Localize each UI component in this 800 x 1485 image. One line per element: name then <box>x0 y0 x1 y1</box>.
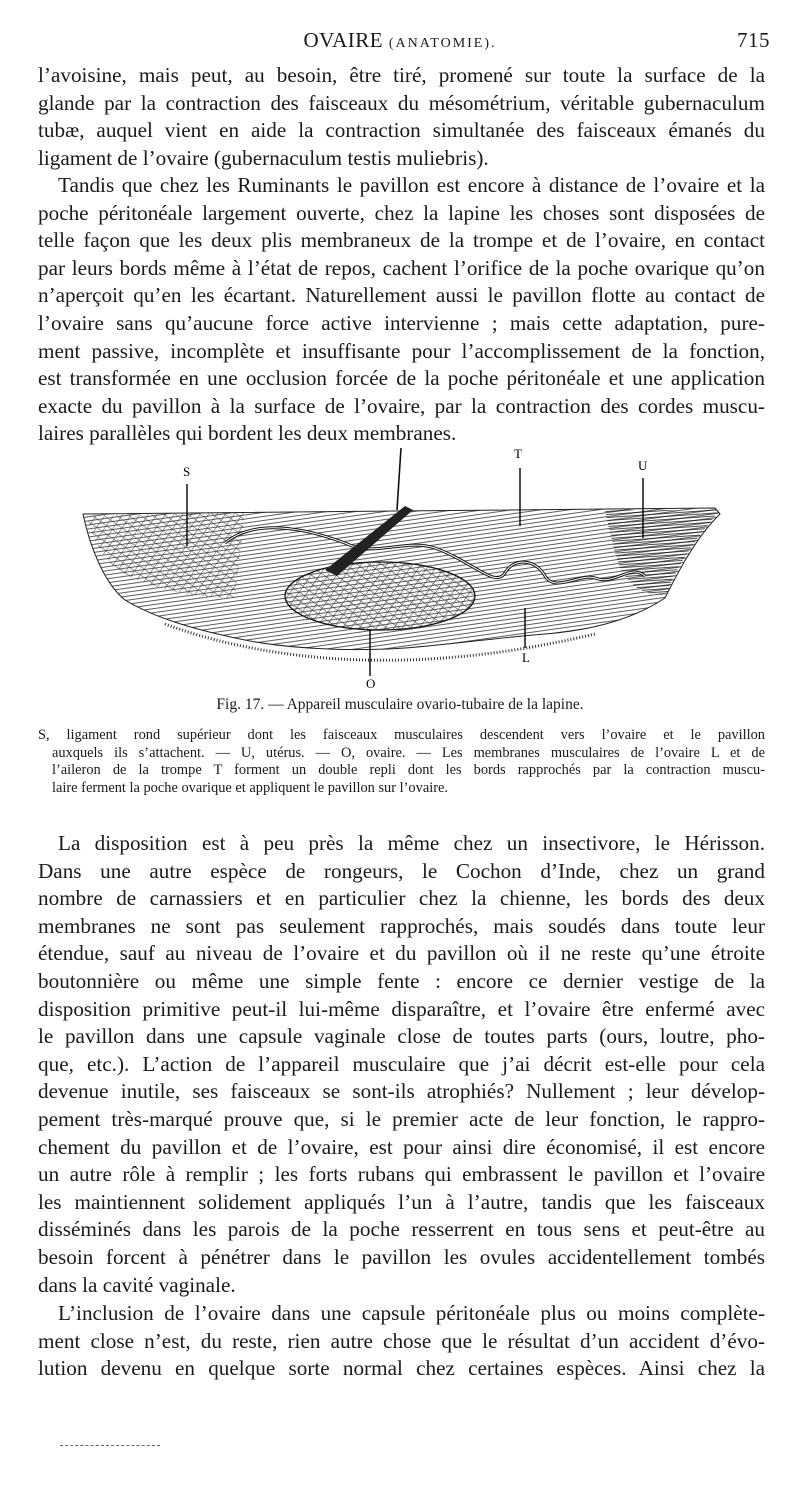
page-number: 715 <box>737 28 770 52</box>
label-l: L <box>522 650 530 665</box>
ovary <box>285 562 475 630</box>
text-line: disséminés dans les parois de la poche resserrent en tous sens et peut-être au <box>38 1217 765 1242</box>
text-line: que, etc.). L’action de l’appareil musculaire que j’ai décrit est-elle pour cela <box>38 1051 765 1076</box>
text-line: l’avoisine, mais peut, au besoin, être tiré, promené sur toute la surface de la <box>38 63 765 87</box>
text-line: chement du pavillon et de l’ovaire, est pour ainsi dire économisé, il est encore <box>38 1134 765 1159</box>
paragraph-1 <box>38 62 765 172</box>
pin-line <box>397 448 401 510</box>
paragraph-4 <box>38 1300 765 1383</box>
figure-legend <box>38 727 765 797</box>
anatomical-figure <box>75 448 725 688</box>
text-line: Tandis que chez les Ruminants le pavillon est encore à distance de l’ovaire et la <box>58 173 765 197</box>
text-line: un autre rôle à remplir ; les forts rubans qui embrassent le pavillon et l’ovaire <box>38 1162 765 1187</box>
text-line: est transformée en une occlusion forcée de la poche péritonéale et une application <box>38 366 765 391</box>
text-line: le pavillon dans une capsule vaginale close de toutes parts (ours, loutre, pho- <box>38 1024 765 1049</box>
text-line: poche péritonéale largement ouverte, chez la lapine les choses sont disposées de <box>38 200 765 225</box>
figure-caption-title: Fig. 17. — Appareil musculaire ovario-tubaire de la lapine. <box>216 696 584 713</box>
label-s: S <box>183 464 191 479</box>
text-line: Dans une autre espèce de rongeurs, le Cochon d’Inde, chez un grand <box>38 858 765 883</box>
running-header <box>0 28 800 56</box>
text-line: laires parallèles qui bordent les deux membranes. <box>38 421 457 446</box>
text-line: La disposition est à peu près la même chez un insectivore, le Hérisson. <box>58 831 765 855</box>
text-line: tubæ, auquel vient en aide la contraction simultanée des faisceaux émanés du <box>38 118 765 143</box>
text-line: les maintiennent solidement appliqués l’un à l’autre, tandis que les faisceaux <box>38 1189 765 1214</box>
label-t: T <box>514 448 522 461</box>
text-line: besoin forcent à pénétrer dans le pavillon les ovules accidentellement tombés <box>38 1244 765 1269</box>
text-line: boutonnière ou même une simple fente : encore ce dernier vestige de la <box>38 968 765 993</box>
text-line: disposition primitive peut-il lui-même disparaître, et l’ovaire être enfermé avec <box>38 996 765 1021</box>
text-line: par leurs bords même à l’état de repos, cachent l’orifice de la poche ovarique qu’on <box>38 255 765 280</box>
text-line: pement très-marqué prouve que, si le premier acte de leur fonction, le rappro- <box>38 1106 765 1131</box>
paragraph-3 <box>38 830 765 1299</box>
text-line: dans la cavité vaginale. <box>38 1272 236 1297</box>
legend-line: S, ligament rond supérieur dont les faisceaux musculaires descendent vers l’ovaire et le pavillon <box>38 727 765 743</box>
footer-rule <box>60 1445 160 1446</box>
text-line: exacte du pavillon à la surface de l’ovaire, par la contraction des cordes muscu- <box>38 393 765 418</box>
legend-line: laire ferment la poche ovarique et appliquent le pavillon sur l’ovaire. <box>52 779 448 796</box>
text-line: l’ovaire sans qu’aucune force active intervienne ; mais cette adaptation, pure- <box>38 310 765 335</box>
text-line: membranes ne sont pas seulement rapprochés, mais soudés dans toute leur <box>38 913 765 938</box>
text-line: étendue, sauf au niveau de l’ovaire et du pavillon où il ne reste qu’une étroite <box>38 941 765 966</box>
legend-line: auxquels ils s’attachent. — U, utérus. — O, ovaire. — Les membranes musculaires de l’ovaire L et de <box>52 744 765 761</box>
text-line: devenue inutile, ses faisceaux se sont-ils atrophiés? Nullement ; leur dévelop- <box>38 1079 765 1104</box>
text-line: telle façon que les deux plis membraneux de la trompe et de l’ovaire, en contact <box>38 228 765 253</box>
text-line: glande par la contraction des faisceaux du mésométrium, véritable gubernaculum <box>38 90 765 115</box>
text-line: L’inclusion de l’ovaire dans une capsule péritonéale plus ou moins complète- <box>58 1301 765 1325</box>
text-line: n’aperçoit qu’en les écartant. Naturellement aussi le pavillon flotte au contact de <box>38 283 765 308</box>
legend-line: l’aileron de la trompe T forment un double repli dont les bords rapprochés par la contraction muscu- <box>52 762 765 779</box>
text-line: ment passive, incomplète et insuffisante pour l’accomplissement de la fonction, <box>38 338 765 363</box>
text-line: ligament de l’ovaire (gubernaculum testis muliebris). <box>38 145 489 170</box>
paragraph-2 <box>38 172 765 448</box>
text-line: lution devenu en quelque sorte normal chez certaines espèces. Ainsi chez la <box>38 1356 765 1381</box>
text-line: ment close n’est, du reste, rien autre chose que le résultat d’un accident d’évo- <box>38 1328 765 1353</box>
label-o: O <box>366 676 376 688</box>
label-u: U <box>638 458 648 473</box>
text-line: nombre de carnassiers et en particulier chez la chienne, les bords des deux <box>38 886 765 911</box>
running-title: OVAIRE (ANATOMIE). <box>303 28 497 52</box>
